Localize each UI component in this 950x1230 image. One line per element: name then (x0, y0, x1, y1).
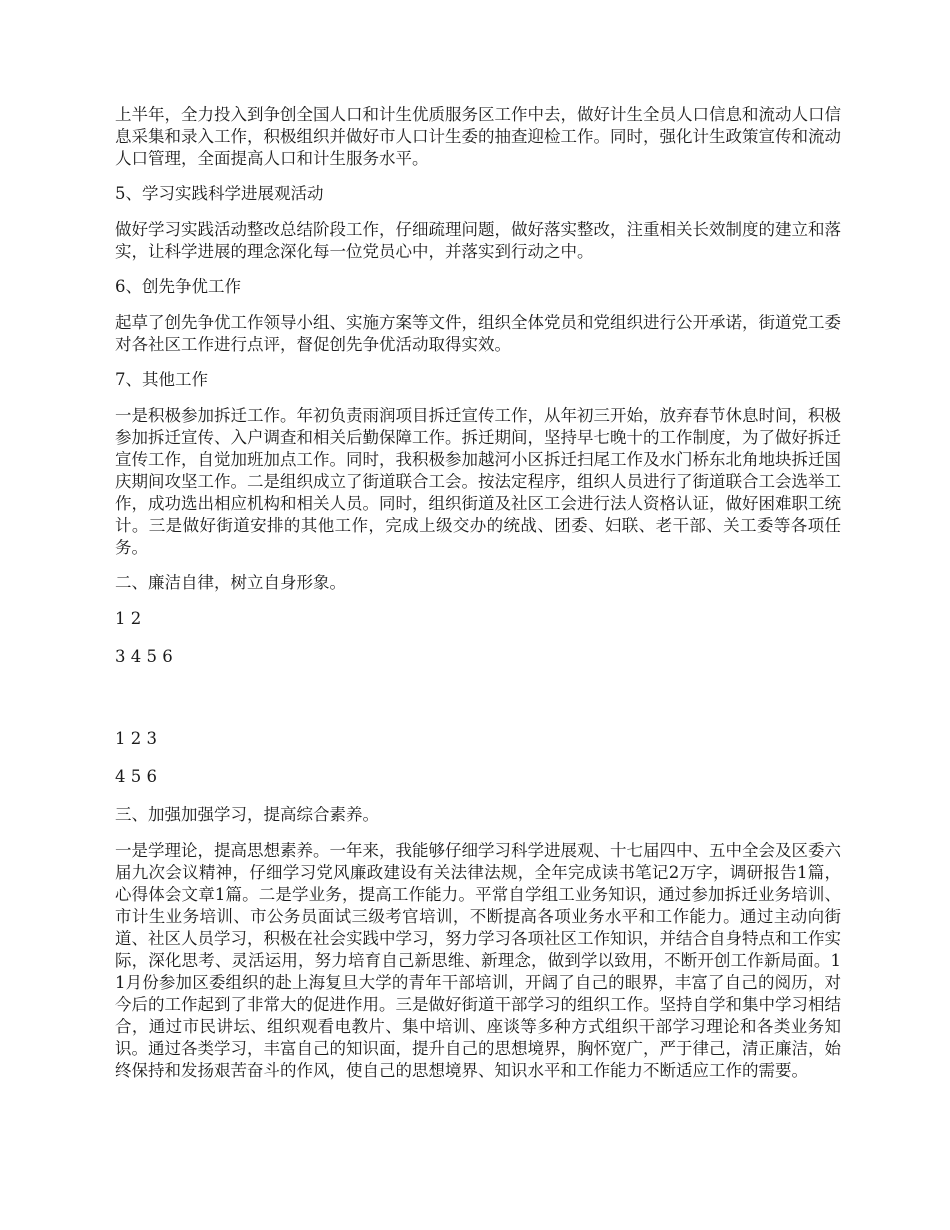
number-line-3: 1 2 3 (115, 729, 157, 748)
number-line-2: 3 4 5 6 (115, 647, 173, 666)
paragraph-other-work: 一是积极参加拆迁工作。年初负责雨润项目拆迁宣传工作，从年初三开始，放弃春节休息时间，积极参加拆迁宣传、入户调查和相关后勤保障工作。拆迁期间，坚持早七晚十的工作制度，为了做好拆迁宣传工作，自觉加班加点工作。同时，我积极参加越河小区拆迁扫尾工作及水门桥东北角地块拆迁国庆期间攻坚工作。二是组织成立了街道联合工会。按法定程序，组织人员进行了街道联合工会选举工作，成功选出相应机构和相关人员。同时，组织街道及社区工会进行法人资格认证，做好困难职工统计。三是做好街道安排的其他工作，完成上级交办的统战、团委、妇联、老干部、关工委等各项任务。 (115, 406, 841, 557)
number-line-4: 4 5 6 (115, 767, 157, 786)
number-line-1: 1 2 (115, 609, 142, 628)
paragraph-study-practice: 做好学习实践活动整改总结阶段工作，仔细疏理问题，做好落实整改，注重相关长效制度的建立和落实，让科学进展的理念深化每一位党员心中，并落实到行动之中。 (115, 220, 841, 261)
paragraph-population-planning: 上半年，全力投入到争创全国人口和计生优质服务区工作中去，做好计生全员人口信息和流动人口信息采集和录入工作，积极组织并做好市人口计生委的抽查迎检工作。同时，强化计生政策宣传和流动人口管理，全面提高人口和计生服务水平。 (115, 105, 841, 168)
heading-item-7: 7、其他工作 (115, 370, 208, 389)
heading-item-6: 6、创先争优工作 (115, 277, 241, 296)
heading-section-2: 二、廉洁自律，树立自身形象。 (115, 573, 346, 592)
paragraph-excellence: 起草了创先争优工作领导小组、实施方案等文件，组织全体党员和党组织进行公开承诺，街道党工委对各社区工作进行点评，督促创先争优活动取得实效。 (115, 313, 841, 354)
heading-item-5: 5、学习实践科学进展观活动 (115, 184, 324, 203)
heading-section-3: 三、加强加强学习，提高综合素养。 (115, 805, 379, 824)
blank-gap (115, 684, 841, 728)
document-page (115, 104, 841, 1095)
paragraph-study: 一是学理论，提高思想素养。一年来，我能够仔细学习科学进展观、十七届四中、五中全会及区委六届九次会议精神，仔细学习党风廉政建设有关法律法规，全年完成读书笔记2万字，调研报告1篇，心得体会文章1篇。二是学业务，提高工作能力。平常自学组工业务知识，通过参加拆迁业务培训、市计生业务培训、市公务员面试三级考官培训，不断提高各项业务水平和工作能力。通过主动向街道、社区人员学习，积极在社会实践中学习，努力学习各项社区工作知识，并结合自身特点和工作实际，深化思考、灵活运用，努力培育自己新思维、新理念，做到学以致用，不断开创工作新局面。11月份参加区委组织的赴上海复旦大学的青年干部培训，开阔了自己的眼界，丰富了自己的阅历，对今后的工作起到了非常大的促进作用。三是做好街道干部学习的组织工作。坚持自学和集中学习相结合，通过市民讲坛、组织观看电教片、集中培训、座谈等多种方式组织干部学习理论和各类业务知识。通过各类学习，丰富自己的知识面，提升自己的思想境界，胸怀宽广，严于律己，清正廉洁，始终保持和发扬艰苦奋斗的作风，使自己的思想境界、知识水平和工作能力不断适应工作的需要。 (115, 841, 841, 1080)
